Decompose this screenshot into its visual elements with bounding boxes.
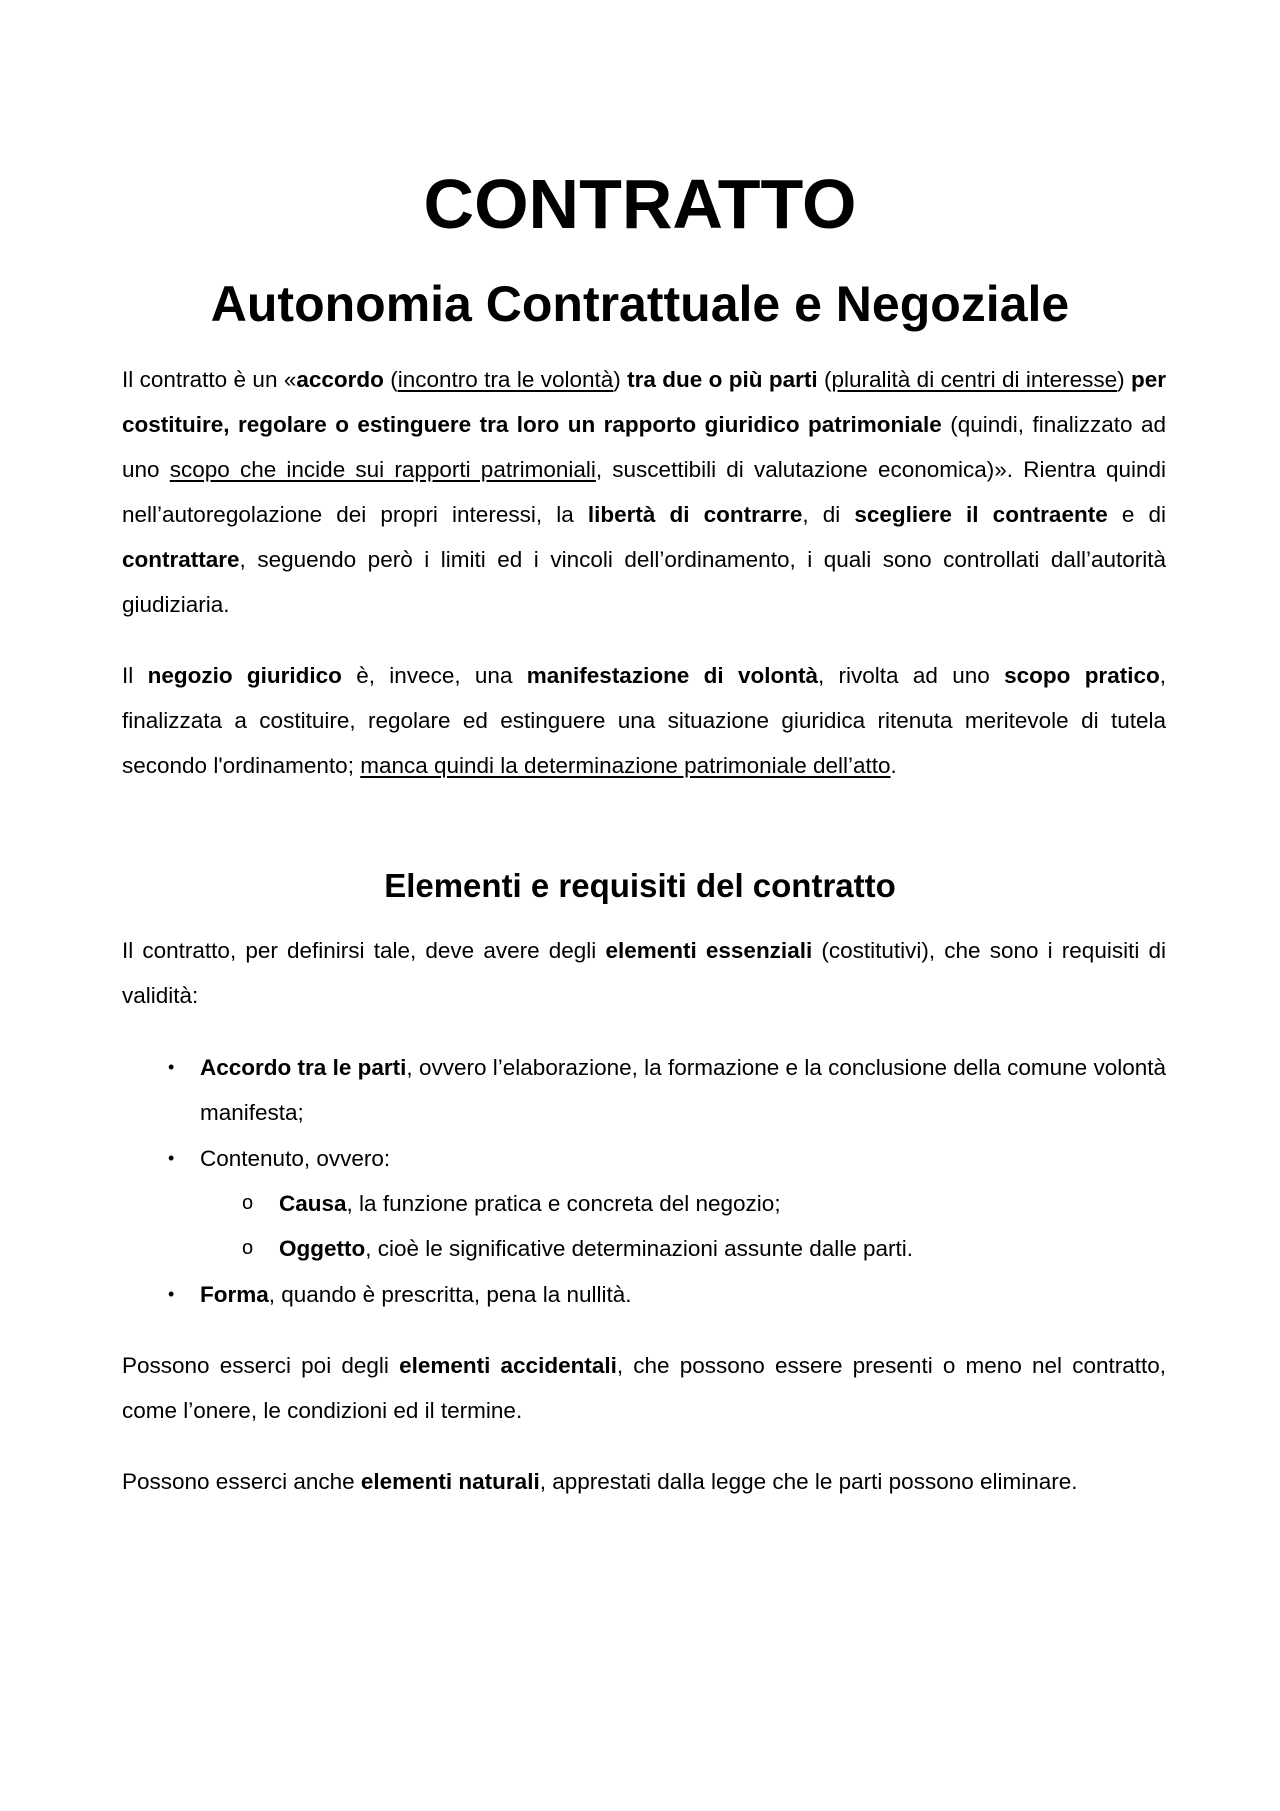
bold-text: scopo pratico [1004, 663, 1160, 688]
bold-text: Forma [200, 1282, 269, 1307]
section-heading: Elementi e requisiti del contratto [384, 867, 896, 904]
bold-text: elementi essenziali [605, 938, 813, 963]
document-subtitle: Autonomia Contrattuale e Negoziale [210, 276, 1070, 332]
text-run: ) [1117, 367, 1132, 392]
text-run: ( [383, 367, 398, 392]
list-item-text [279, 1236, 913, 1261]
list-item-contenuto [168, 1136, 1166, 1181]
text-run: Contenuto, ovvero: [200, 1146, 391, 1171]
bullet-icon: • [168, 1057, 175, 1077]
text-run: Possono esserci poi degli [122, 1353, 400, 1378]
text-run: , suscettibili di valutazione economica)». Rientra quindi nell’autoregolazione dei propri interessi, la [122, 457, 1166, 527]
list-item-text [200, 1055, 1166, 1125]
text-run: , rivolta ad uno [817, 663, 1005, 688]
bold-text: libertà di contrarre [587, 502, 803, 527]
text-run: (costitutivi), che sono i requisiti di validità: [122, 938, 1166, 1008]
circle-bullet-icon: o [242, 1237, 254, 1259]
bold-text: negozio giuridico [147, 663, 342, 688]
text-run [398, 367, 614, 392]
text-run: Possono esserci anche [122, 1469, 361, 1494]
text-run: e di [1107, 502, 1166, 527]
text-run: , di [802, 502, 855, 527]
text-run: , quando è prescritta, pena la nullità. [268, 1282, 632, 1307]
list-item-text [279, 1191, 781, 1216]
list-item-oggetto [242, 1226, 1166, 1271]
bold-text: manifestazione di volontà [526, 663, 818, 688]
list-item-text [200, 1282, 632, 1307]
list-item-causa [242, 1181, 1166, 1226]
bold-text: contrattare [122, 547, 240, 572]
text-run: ( [817, 367, 832, 392]
paragraph-elementi-essenziali [122, 928, 1166, 1018]
bullet-icon: • [168, 1284, 175, 1304]
underlined-text: manca quindi la determinazione patrimoniale dell’atto [360, 753, 891, 778]
document-title: CONTRATTO [423, 165, 857, 243]
text-run: , seguendo però i limiti ed i vincoli dell’ordinamento, i quali sono controllati dall’autorità giudiziaria. [122, 547, 1166, 617]
text-run [170, 457, 596, 482]
text-run: Il contratto, per definirsi tale, deve avere degli [122, 938, 606, 963]
paragraph-elementi-naturali [122, 1459, 1166, 1504]
text-run [360, 753, 890, 778]
underlined-text: pluralità di centri di interesse [831, 367, 1118, 392]
text-run: , finalizzata a costituire, regolare ed estinguere una situazione giuridica ritenuta meritevole di tutela secondo l'ordinamento; [122, 663, 1166, 778]
bullet-icon: • [168, 1148, 175, 1168]
text-run: , la funzione pratica e concreta del negozio; [346, 1191, 781, 1216]
list-item-text [200, 1146, 390, 1171]
bold-text: elementi naturali [360, 1469, 540, 1494]
bold-text: Oggetto [279, 1236, 366, 1261]
text-run [832, 367, 1118, 392]
bold-text: tra due o più parti [627, 367, 818, 392]
underlined-text: scopo che incide sui rapporti patrimoniali [169, 457, 596, 482]
bold-text: elementi accidentali [399, 1353, 617, 1378]
paragraph-negozio-giuridico [122, 653, 1166, 788]
circle-bullet-icon: o [242, 1192, 254, 1214]
text-run: , che possono essere presenti o meno nel contratto, come l’onere, le condizioni ed il termine. [122, 1353, 1166, 1423]
bold-text: accordo [296, 367, 384, 392]
bold-text: Causa [279, 1191, 347, 1216]
text-run: Il contratto è un « [122, 367, 297, 392]
bold-text: Accordo tra le parti [200, 1055, 407, 1080]
paragraph-contratto-definition [122, 357, 1166, 627]
text-run: , ovvero l’elaborazione, la formazione e la conclusione della comune volontà manifesta; [200, 1055, 1166, 1125]
text-run: (quindi, finalizzato ad uno [122, 412, 1166, 482]
text-run: , apprestati dalla legge che le parti possono eliminare. [539, 1469, 1078, 1494]
list-item-forma [168, 1272, 1166, 1317]
bold-text: per costituire, regolare o estinguere tra loro un rapporto giuridico patrimoniale [122, 367, 1167, 437]
text-run: ) [613, 367, 628, 392]
paragraph-elementi-accidentali [122, 1343, 1166, 1433]
list-item-accordo [168, 1045, 1166, 1135]
text-run: Il [122, 663, 148, 688]
text-run: , cioè le significative determinazioni assunte dalle parti. [365, 1236, 914, 1261]
bold-text: scegliere il contraente [854, 502, 1108, 527]
text-run: . [890, 753, 897, 778]
text-run: è, invece, una [341, 663, 527, 688]
underlined-text: incontro tra le volontà [397, 367, 614, 392]
